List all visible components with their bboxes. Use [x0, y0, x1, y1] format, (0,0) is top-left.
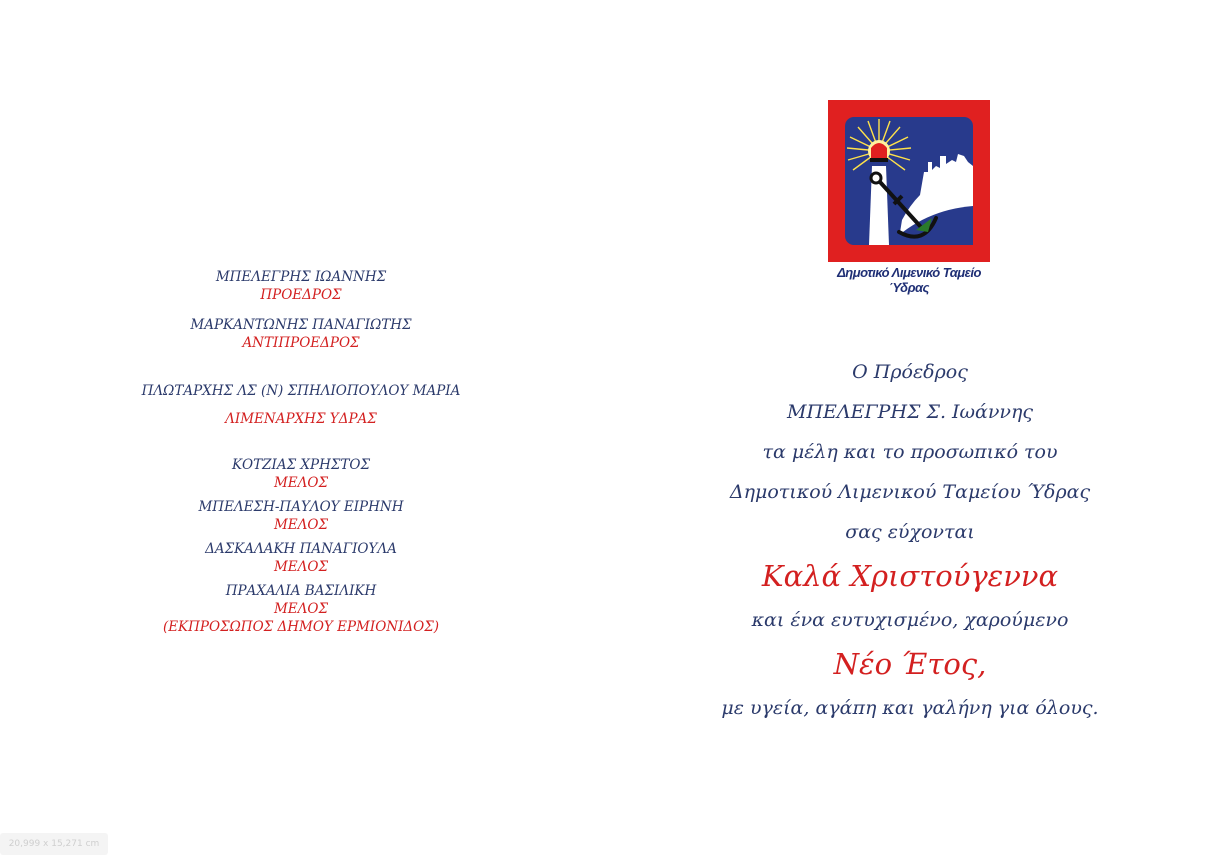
member-role: ΜΕΛΟΣ — [273, 517, 329, 533]
lighthouse-anchor-emblem-icon — [828, 100, 990, 262]
member-note: (ΕΚΠΡΟΣΩΠΟΣ ΔΗΜΟΥ ΕΡΜΙΟΝΙΔΟΣ) — [162, 619, 440, 635]
member-name: ΜΑΡΚΑΝΤΩΝΗΣ ΠΑΝΑΓΙΩΤΗΣ — [190, 317, 412, 333]
member-name: ΚΟΤΖΙΑΣ ΧΡΗΣΤΟΣ — [231, 457, 371, 473]
member-entry — [100, 382, 502, 428]
member-role: ΜΕΛΟΣ — [273, 601, 329, 617]
member-role: ΜΕΛΟΣ — [273, 475, 329, 491]
member-entry — [100, 582, 502, 636]
board-members-list — [100, 268, 502, 636]
greeting-line: Ο Πρόεδρος — [852, 361, 968, 383]
member-role: ΑΝΤΙΠΡΟΕΔΡΟΣ — [242, 335, 360, 351]
port-fund-logo — [826, 100, 992, 295]
page-size-indicator: 20,999 x 15,271 cm — [0, 833, 108, 855]
greeting-line: τα μέλη και το προσωπικό του — [762, 441, 1058, 463]
new-year-wish: Νέο Έτος, — [833, 647, 987, 681]
member-entry — [100, 540, 502, 576]
member-name: ΔΑΣΚΑΛΑΚΗ ΠΑΝΑΓΙΟΥΛΑ — [205, 541, 397, 557]
greeting-line: με υγεία, αγάπη και γαλήνη για όλους. — [721, 697, 1099, 719]
member-role: ΜΕΛΟΣ — [273, 559, 329, 575]
greeting-line: ΜΠΕΛΕΓΡΗΣ Σ. Ιωάννης — [787, 401, 1033, 423]
member-role: ΠΡΟΕΔΡΟΣ — [260, 287, 342, 303]
greeting-line: σας εύχονται — [845, 521, 975, 543]
member-name: ΜΠΕΛΕΓΡΗΣ ΙΩΑΝΝΗΣ — [215, 269, 387, 285]
member-entry — [100, 316, 502, 352]
christmas-wish: Καλά Χριστούγεννα — [761, 559, 1059, 593]
greeting-message — [700, 352, 1120, 728]
greeting-line: Δημοτικού Λιμενικού Ταμείου Ύδρας — [729, 481, 1091, 503]
member-name: ΠΛΩΤΑΡΧΗΣ ΛΣ (Ν) ΣΠΗΛΙΟΠΟΥΛΟΥ ΜΑΡΙΑ — [141, 383, 461, 399]
member-role: ΛΙΜΕΝΑΡΧΗΣ ΥΔΡΑΣ — [225, 411, 377, 427]
member-name: ΠΡΑΧΑΛΙΑ ΒΑΣΙΛΙΚΗ — [225, 583, 377, 599]
member-entry — [100, 268, 502, 304]
greeting-line: και ένα ευτυχισμένο, χαρούμενο — [751, 609, 1069, 631]
logo-caption: Δημοτικό Λιμενικό Ταμείο Ύδρας — [837, 265, 981, 295]
member-entry — [100, 498, 502, 534]
member-name: ΜΠΕΛΕΣΗ-ΠΑΥΛΟΥ ΕΙΡΗΝΗ — [198, 499, 404, 515]
member-entry — [100, 456, 502, 492]
